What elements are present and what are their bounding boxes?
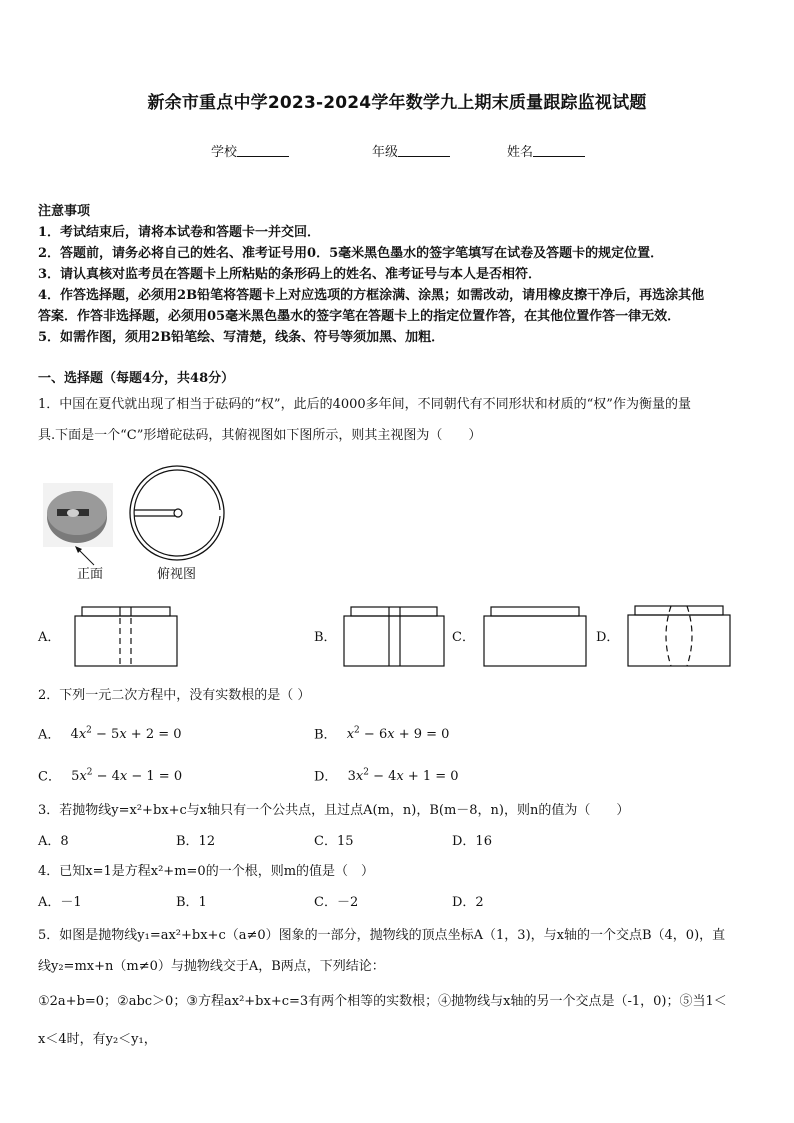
q1-option-d-figure [627, 604, 731, 668]
q2-option-c: C． $5x^2 - 4x - 1 = 0$ [38, 768, 183, 785]
q1-option-a-figure [74, 606, 178, 668]
notice-item: 2．答题前，请务必将自己的姓名、准考证号用0．5毫米黑色墨水的签字笔填写在试卷及答题卡的规定位置． [38, 246, 664, 261]
q3-option-c: C．15 [314, 834, 354, 849]
q2-option-b: B． $x^2 - 6x + 9 = 0$ [314, 726, 450, 743]
name-label: 姓名 [507, 145, 534, 160]
label-top-view: 俯视图 [157, 567, 197, 582]
q5-conclusions-line2: x＜4时，有y₂＜y₁， [38, 1032, 157, 1047]
q4-stem: 4．已知x=1是方程x²+m=0的一个根，则m的值是（ ） [38, 864, 375, 879]
label-front: 正面 [77, 567, 104, 582]
notice-heading: 注意事项 [38, 204, 91, 219]
top-view-figure [127, 463, 227, 563]
q4-option-c: C．－2 [314, 895, 359, 910]
q4-option-d: D．2 [452, 895, 484, 910]
q1-option-b-figure [343, 606, 445, 668]
q4-option-b: B．1 [176, 895, 207, 910]
q1-option-d-label: D． [596, 630, 620, 645]
q1-option-c-figure [483, 606, 587, 668]
school-blank [237, 144, 289, 157]
q1-stem-line1: 1．中国在夏代就出现了相当于砝码的“权”，此后的4000多年间，不同朝代有不同形状和材质的“权”作为衡量的量 [38, 397, 691, 412]
q1-option-c-label: C． [452, 630, 475, 645]
grade-label: 年级 [372, 145, 399, 160]
q3-option-a: A．8 [38, 834, 69, 849]
name-field [507, 141, 585, 160]
notice-item: 5．如需作图，须用2B铅笔绘、写清楚，线条、符号等须加黑、加粗． [38, 330, 445, 345]
school-label: 学校 [211, 145, 238, 160]
notice-item: 4．作答选择题，必须用2B铅笔将答题卡上对应选项的方框涂满、涂黑；如需改动，请用橡皮擦干净后，再选涂其他 [38, 288, 705, 303]
school-field [211, 141, 289, 160]
q1-option-a-label: A． [38, 630, 61, 645]
q2-option-b-label: B． [314, 727, 337, 743]
name-blank [533, 144, 585, 157]
grade-field [372, 141, 450, 160]
notice-item: 1．考试结束后，请将本试卷和答题卡一并交回． [38, 225, 321, 240]
q2-option-a-label: A． [38, 727, 61, 743]
q2-option-d: D． $3x^2 - 4x + 1 = 0$ [314, 768, 459, 785]
q2-option-a: A． $4x^2 - 5x + 2 = 0$ [38, 726, 182, 743]
q5-conclusions-line1: ①2a+b=0；②abc＞0；③方程ax²+bx+c=3有两个相等的实数根；④抛物线与x轴的另一个交点是（-1，0)；⑤当1＜ [38, 994, 727, 1009]
grade-blank [398, 144, 450, 157]
q1-stem-line2: 具.下面是一个“C”形增砣砝码，其俯视图如下图所示，则其主视图为（ ） [38, 428, 482, 443]
q1-option-b-label: B． [314, 630, 337, 645]
q2-option-d-label: D． [314, 769, 338, 785]
q5-stem-line2: 线y₂=mx+n（m≠0）与抛物线交于A，B两点，下列结论： [38, 959, 385, 974]
section-heading: 一、选择题（每题4分，共48分） [38, 371, 235, 386]
q3-stem: 3．若抛物线y=x²+bx+c与x轴只有一个公共点，且过点A(m，n)，B(m－8，n)，则n的值为（ ） [38, 803, 630, 818]
q2-stem: 2．下列一元二次方程中，没有实数根的是（ ） [38, 688, 311, 703]
notice-item: 3．请认真核对监考员在答题卡上所粘贴的条形码上的姓名、准考证号与本人是否相符． [38, 267, 542, 282]
q5-stem-line1: 5．如图是抛物线y₁=ax²+bx+c（a≠0）图象的一部分，抛物线的顶点坐标A（1，3)，与x轴的一个交点B（4，0)，直 [38, 928, 726, 943]
q4-option-a: A．－1 [38, 895, 82, 910]
q3-option-d: D．16 [452, 834, 492, 849]
notice-item: 答案．作答非选择题，必须用05毫米黑色墨水的签字笔在答题卡上的指定位置作答，在其他位置作答一律无效． [38, 309, 681, 324]
weight-photo [43, 483, 113, 547]
q2-option-c-label: C． [38, 769, 61, 785]
page-title: 新余市重点中学2023-2024学年数学九上期末质量跟踪监视试题 [147, 93, 647, 113]
q3-option-b: B．12 [176, 834, 216, 849]
